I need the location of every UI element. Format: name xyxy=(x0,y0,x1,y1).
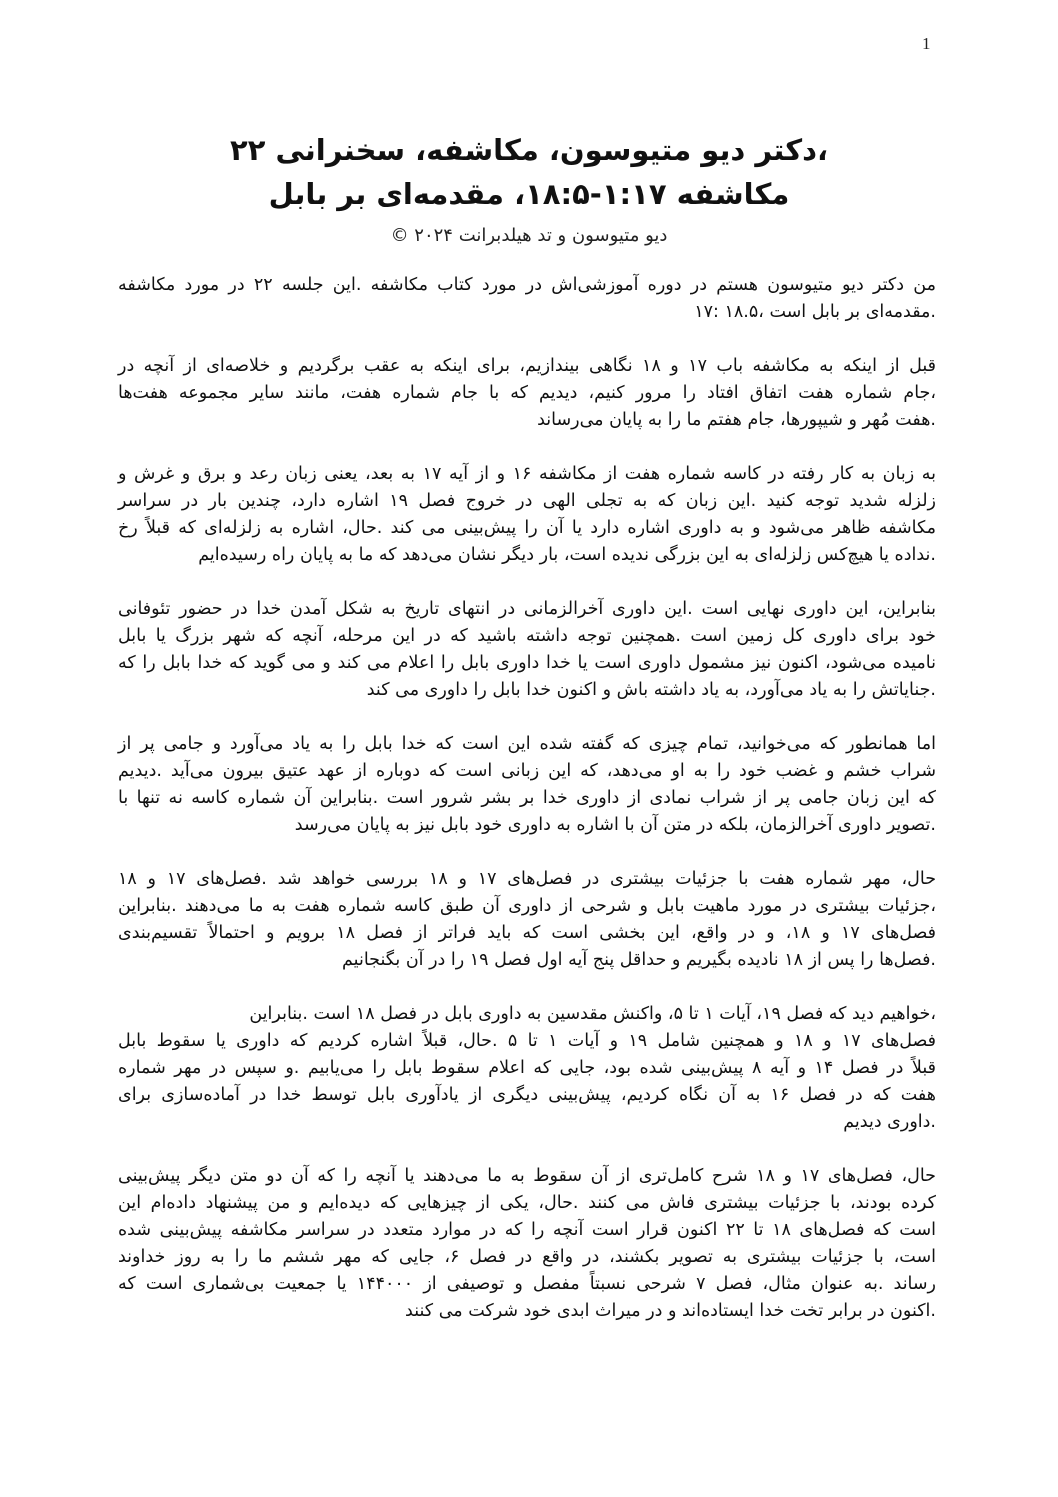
paragraph-line: خود برای داوری کل زمین است .همچنین توجه داشته باشید که در این مرحله، آنچه که شهر بزرگ یا بابل xyxy=(118,626,936,646)
paragraph-8 xyxy=(118,1163,936,1325)
paragraph-line: قبل از اینکه به مکاشفه باب ۱۷ و ۱۸ نگاهی بیندازیم، برای اینکه به عقب برگردیم و خلاصه‌ای از آنچه در xyxy=(118,356,936,376)
paragraph-line: فصل‌های ۱۷ و ۱۸ و همچنین شامل ۱۹ و آیات ۱ تا ۵ .حال، قبلاً اشاره کردیم که داوری یا سقوط بابل xyxy=(118,1031,936,1051)
paragraph-line: ،خواهیم دید که فصل ۱۹، آیات ۱ تا ۵، واکنش مقدسین به داوری بابل در فصل ۱۸ است .بنابراین xyxy=(249,1004,936,1024)
document-body xyxy=(118,272,936,1352)
document-header xyxy=(0,128,1058,250)
paragraph-6 xyxy=(118,866,936,974)
paragraph-line: به زبان به کار رفته در کاسه شماره هفت از مکاشفه ۱۶ و از آیه ۱۷ به بعد، یعنی زبان رعد و برق و غرش و xyxy=(118,464,937,484)
author-copyright: دیو متیوسون و تد هیلدبرانت ۲۰۲۴ © xyxy=(390,225,668,246)
paragraph-line: قبلاً در فصل ۱۴ و آیه ۸ پیش‌بینی شده بود، جایی که اعلام سقوط بابل را می‌یابیم .و سپس در مهر شماره xyxy=(118,1058,936,1078)
paragraph-line: .هفت مُهر و شیپورها، جام هفتم ما را به پایان می‌رساند xyxy=(537,410,936,430)
paragraph-line: ،جام شماره هفت اتفاق افتاد را مرور کنیم، دیدیم که با جام شماره هفت، مانند سایر مجموعه هفت‌ها xyxy=(118,383,936,403)
paragraph-line: .نداده یا هیچ‌کس زلزله‌ای به این بزرگی ندیده است، بار دیگر نشان می‌دهد که ما به پایان راه رسیده‌ایم xyxy=(198,545,936,565)
paragraph-line: اما همانطور که می‌خوانید، تمام چیزی که گفته شده این است که خدا بابل را به یاد می‌آورد و جامی پر از xyxy=(118,734,936,754)
paragraph-line: است که فصل‌های ۱۸ تا ۲۲ اکنون قرار است آنچه را که در موارد متعدد در سراسر مکاشفه پیش‌بینی شده xyxy=(118,1220,937,1240)
paragraph-5 xyxy=(118,731,936,839)
paragraph-line: حال، فصل‌های ۱۷ و ۱۸ شرح کامل‌تری از آن سقوط به ما می‌دهند یا آنچه را که آن دو متن دیگر پیش‌بینی xyxy=(118,1166,936,1186)
paragraph-line: .داوری دیدیم xyxy=(843,1112,936,1132)
paragraph-line: فصل‌های ۱۷ و ۱۸، و در واقع، این بخشی است که باید فراتر از فصل ۱۸ برویم و احتمالاً تقسیم‌بندی xyxy=(118,923,936,943)
paragraph-line: حال، مهر شماره هفت با جزئیات بیشتری در فصل‌های ۱۷ و ۱۸ بررسی خواهد شد .فصل‌های ۱۷ و ۱۸ xyxy=(118,869,937,889)
title-line-1: ،دکتر دیو متیوسون، مکاشفه، سخنرانی ۲۲ xyxy=(230,133,828,167)
paragraph-4 xyxy=(118,596,936,704)
paragraph-line: ،جزئیات بیشتری در مورد ماهیت بابل و شرحی از داوری آن طبق کاسه شماره هفت به ما می‌دهند .بنابراین xyxy=(118,896,936,916)
paragraph-line: زلزله شدید توجه کنید .این زبان که به تجلی الهی در خروج فصل ۱۹ اشاره دارد، چندین بار در سراسر xyxy=(118,491,936,511)
paragraph-line: .تصویر داوری آخرالزمان، بلکه در متن آن با اشاره به داوری خود بابل نیز به پایان می‌رسد xyxy=(294,815,936,835)
paragraph-line: .فصل‌ها را پس از ۱۸ نادیده بگیریم و حداقل پنج آیه اول فصل ۱۹ را در آن بگنجانیم xyxy=(342,950,936,970)
paragraph-2 xyxy=(118,353,936,434)
paragraph-line: است، با جزئیات بیشتری به تصویر بکشند، در واقع در فصل ۶، جایی که مهر ششم ما را به روز خداوند xyxy=(118,1247,936,1267)
paragraph-line: کرده بودند، با جزئیات بیشتری فاش می کنند .حال، یکی از چیزهایی که دیده‌ایم و من پیشنهاد داده‌ام این xyxy=(118,1193,936,1213)
paragraph-line: مکاشفه ظاهر می‌شود و به داوری اشاره دارد یا آن را پیش‌بینی می کند .حال، اشاره به زلزله‌ای که قبلاً رخ xyxy=(118,518,936,538)
title-line-2: مکاشفه ۱:۱۷-۱۸:۵، مقدمه‌ای بر بابل xyxy=(268,177,790,211)
paragraph-7 xyxy=(118,1001,936,1136)
paragraph-line: من دکتر دیو متیوسون هستم در دوره آموزشی‌اش در مورد کتاب مکاشفه .این جلسه ۲۲ در مورد مکاشفه xyxy=(118,275,936,295)
paragraph-line: .اکنون در برابر تخت خدا ایستاده‌اند و در میراث ابدی خود شرکت می کنند xyxy=(405,1301,936,1321)
paragraph-1 xyxy=(118,272,936,326)
paragraph-line: که این زبان جامی پر از شراب نمادی از داوری خدا بر بشر شرور است .بنابراین آن شماره کاسه نه تنها با xyxy=(118,788,936,808)
paragraph-line: نامیده می‌شود، اکنون نیز مشمول داوری است یا خدا داوری بابل را اعلام می کند و می گوید که خدا بابل را که xyxy=(118,653,936,673)
paragraph-line: شراب خشم و غضب خود را به او می‌دهد، که این زبانی است که دوباره از عهد عتیق بیرون می‌آید .دیدیم xyxy=(118,761,936,781)
paragraph-line: بنابراین، این داوری نهایی است .این داوری آخرالزمانی در انتهای تاریخ به شکل آمدن خدا در حضور تئوفانی xyxy=(118,599,936,619)
page-number: 1 xyxy=(922,34,931,53)
paragraph-line: هفت که در فصل ۱۶ به آن نگاه کردیم، پیش‌بینی دیگری از یادآوری بابل توسط خدا در آماده‌سازی برای xyxy=(118,1085,936,1105)
paragraph-line: .مقدمه‌ای بر بابل است ،۱۸.۵ :۱۷ xyxy=(694,302,936,322)
paragraph-3 xyxy=(118,461,936,569)
paragraph-line: رساند .به عنوان مثال، فصل ۷ شرحی نسبتاً مفصل و توصیفی از ۱۴۴۰۰۰ یا جمعیت بی‌شماری است که xyxy=(118,1274,937,1294)
paragraph-line: .جنایاتش را به یاد می‌آورد، به یاد داشته باش و اکنون خدا بابل را داوری می کند xyxy=(366,680,936,700)
